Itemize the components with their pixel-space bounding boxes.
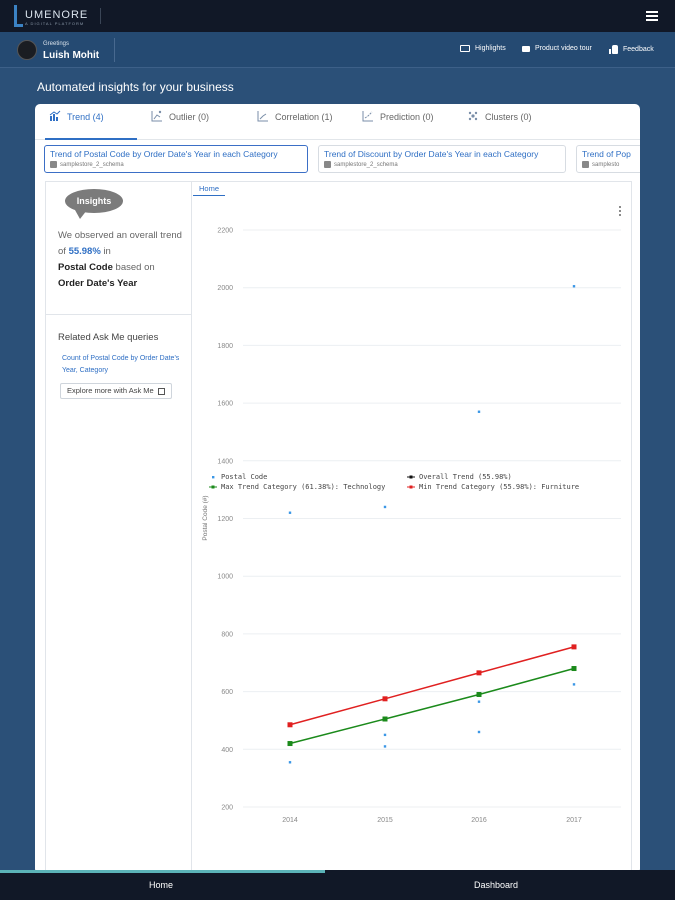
hamburger-menu-icon[interactable]	[646, 11, 658, 21]
tab-clusters[interactable]	[463, 112, 553, 140]
postal-code-point	[478, 700, 480, 702]
y-tick-label: 1600	[217, 400, 233, 408]
max-trend-point	[288, 741, 293, 746]
insight-card-schema	[582, 161, 640, 168]
insight-card-schema	[324, 161, 560, 168]
max-trend-point	[572, 666, 577, 671]
y-tick-label: 200	[221, 804, 233, 812]
insight-card-schema	[50, 161, 302, 168]
min-trend-point	[572, 644, 577, 649]
legend-max-trend-marker	[212, 486, 215, 489]
y-tick-label: 1400	[217, 458, 233, 466]
insight-card-population[interactable]	[576, 145, 640, 173]
tab-trend[interactable]	[45, 112, 137, 140]
header-divider	[114, 38, 115, 62]
page-title: Automated insights for your business	[37, 80, 234, 94]
nav-home[interactable]: Home	[149, 880, 174, 890]
max-trend-point	[383, 717, 388, 722]
min-trend-point	[288, 722, 293, 727]
lumenore-logo[interactable]	[14, 5, 104, 27]
y-tick-label: 1200	[217, 516, 233, 523]
insights-bubble: Insights	[65, 189, 123, 213]
feedback-link[interactable]	[609, 45, 654, 54]
y-tick-label: 1000	[217, 573, 233, 581]
chart-area	[193, 182, 632, 870]
insight-summary	[46, 182, 192, 870]
tab-outlier[interactable]	[147, 112, 237, 140]
tab-trend-label: Trend (4)	[67, 112, 104, 122]
postal-code-point	[478, 731, 480, 733]
insight-card-title: Trend of Pop	[582, 149, 631, 159]
top-app-bar	[0, 0, 675, 32]
summary-divider	[46, 314, 191, 315]
x-tick-label: 2017	[566, 817, 582, 824]
insight-detail-panel	[45, 181, 632, 871]
insight-text-3: based on	[112, 262, 155, 273]
insight-text	[58, 228, 184, 292]
highlights-link[interactable]	[460, 45, 506, 52]
y-tick-label: 400	[221, 746, 233, 754]
min-trend-point	[383, 696, 388, 701]
postal-code-point	[384, 734, 386, 736]
legend-min-trend-label: Min Trend Category (55.98%): Furniture	[419, 483, 580, 491]
correlation-icon	[257, 110, 269, 122]
max-trend-point	[477, 692, 482, 697]
user-name: Luish Mohit	[43, 50, 100, 61]
min-trend-point	[477, 670, 482, 675]
related-queries-title: Related Ask Me queries	[58, 332, 159, 343]
tab-prediction-label: Prediction (0)	[380, 112, 434, 122]
tab-prediction[interactable]	[358, 112, 456, 140]
legend-max-trend-label: Max Trend Category (61.38%): Technology	[221, 483, 386, 491]
insight-card-title: Trend of Discount by Order Date's Year in each Category	[324, 149, 539, 159]
y-tick-label: 1800	[217, 342, 233, 350]
external-link-icon	[158, 388, 165, 395]
tab-correlation[interactable]	[253, 112, 353, 140]
outlier-icon	[151, 110, 163, 122]
y-tick-label: 800	[221, 631, 233, 639]
legend-postal-code-label: Postal Code	[221, 473, 268, 481]
tab-outlier-label: Outlier (0)	[169, 112, 210, 122]
product-video-tour-link[interactable]	[522, 45, 592, 52]
prediction-icon	[362, 110, 374, 122]
max-trend-line	[290, 669, 574, 744]
chart-breadcrumb-home[interactable]: Home	[193, 182, 225, 196]
product-video-tour-label: Product video tour	[535, 45, 592, 52]
video-icon	[522, 46, 530, 52]
y-tick-label: 2000	[217, 285, 233, 293]
insight-card-discount[interactable]	[318, 145, 566, 173]
postal-code-point	[573, 285, 575, 287]
legend-overall-trend-marker	[410, 476, 413, 479]
min-trend-line	[290, 647, 574, 725]
greeting-text: Greetings	[43, 41, 70, 47]
nav-dashboard[interactable]: Dashboard	[474, 880, 519, 890]
thumbs-up-icon	[609, 45, 618, 54]
monitor-icon	[460, 45, 470, 52]
clusters-icon	[467, 110, 479, 122]
tab-clusters-label: Clusters (0)	[485, 112, 532, 122]
postal-code-point	[289, 761, 291, 763]
insight-dimension: Order Date's Year	[58, 278, 138, 289]
active-nav-indicator	[0, 870, 325, 873]
insight-type-tabs	[35, 104, 640, 140]
insight-percent: 55.98%	[68, 246, 101, 257]
postal-code-point	[289, 512, 291, 514]
postal-code-point	[478, 411, 480, 413]
database-icon	[582, 161, 589, 168]
x-tick-label: 2015	[377, 817, 393, 824]
x-tick-label: 2014	[282, 817, 298, 824]
database-icon	[324, 161, 331, 168]
schema-label: samplesto	[592, 161, 620, 168]
postal-code-point	[573, 683, 575, 685]
legend-postal-code-swatch	[212, 476, 214, 478]
logo-text: UMENORE	[25, 9, 89, 21]
postal-code-trend-chart	[193, 182, 632, 870]
insight-cards-row	[35, 140, 640, 180]
highlights-label: Highlights	[475, 45, 506, 52]
logo-subtitle: A DIGITAL PLATFORM	[25, 21, 85, 26]
feedback-label: Feedback	[623, 46, 654, 53]
explore-ask-me-button[interactable]	[60, 383, 172, 399]
bottom-navigation	[0, 870, 675, 900]
logo-mark	[14, 5, 23, 27]
insight-text-2: in	[100, 246, 111, 257]
legend-overall-trend-label: Overall Trend (55.98%)	[419, 473, 512, 481]
insight-card-postal-code[interactable]	[44, 145, 308, 173]
y-axis-label: Postal Code (#)	[202, 495, 209, 541]
schema-label: samplestore_2_schema	[60, 161, 124, 168]
database-icon	[50, 161, 57, 168]
avatar[interactable]	[17, 40, 37, 60]
related-query-link[interactable]: Count of Postal Code by Order Date's Year, Category	[62, 355, 180, 374]
postal-code-point	[384, 506, 386, 508]
tab-correlation-label: Correlation (1)	[275, 112, 333, 122]
y-tick-label: 2200	[217, 227, 233, 235]
postal-code-point	[384, 745, 386, 747]
logo-divider	[100, 8, 101, 24]
y-tick-label: 600	[221, 689, 233, 697]
insights-card	[35, 104, 640, 874]
x-tick-label: 2016	[471, 817, 487, 824]
insight-card-title: Trend of Postal Code by Order Date's Year in each Category	[50, 149, 278, 159]
user-header	[0, 32, 675, 68]
insight-text-1: We observed an overall trend of	[58, 230, 182, 257]
legend-min-trend-marker	[410, 486, 413, 489]
insight-measure: Postal Code	[58, 262, 113, 273]
schema-label: samplestore_2_schema	[334, 161, 398, 168]
explore-ask-me-label: Explore more with Ask Me	[67, 386, 154, 395]
trend-icon	[49, 110, 61, 122]
